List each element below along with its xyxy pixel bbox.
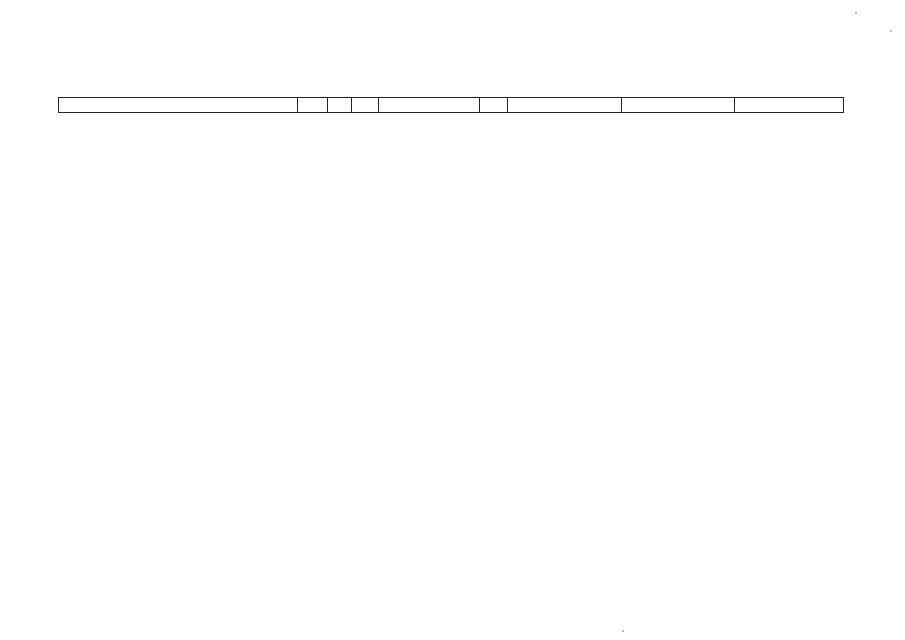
column-header-8 [622,97,735,113]
column-header-7 [508,97,622,113]
column-header-6 [480,97,508,113]
scan-artifact [855,12,857,14]
column-header-5 [379,97,480,113]
column-header-2 [298,97,328,113]
scan-artifact [622,630,624,632]
column-header-4 [352,97,379,113]
column-header-3 [328,97,352,113]
scan-artifact [890,30,892,32]
column-header-1 [58,97,298,113]
column-header-9 [735,97,844,113]
